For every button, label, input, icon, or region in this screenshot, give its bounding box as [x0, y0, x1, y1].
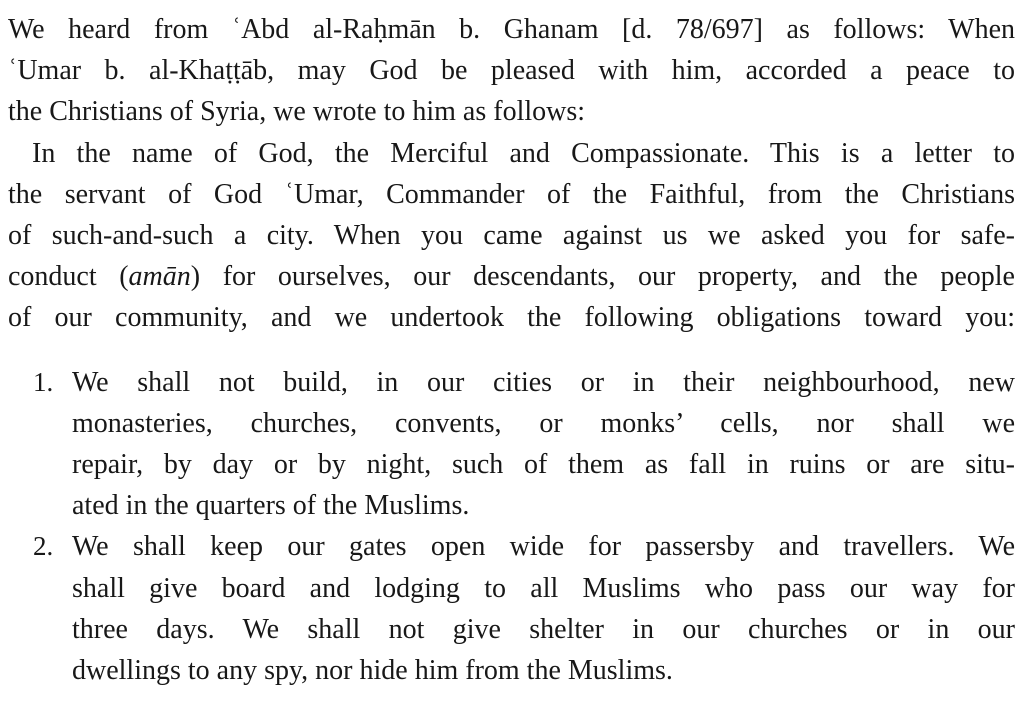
text-line: dwellings to any spy, nor hide him from the Muslims. — [72, 655, 673, 687]
text-line: shall give board and lodging to all Muslims who pass our way for — [72, 572, 1015, 604]
text-line: In the name of God, the Merciful and Compassionate. This is a letter to — [32, 137, 1015, 169]
text-line: repair, by day or by night, such of them as fall in ruins or are situ- — [72, 449, 1015, 481]
arabic-term-aman: amān — [128, 261, 191, 293]
text-segment: conduct ( — [8, 261, 129, 293]
list-item — [8, 526, 1015, 691]
list-item — [8, 362, 1015, 527]
text-line: of our community, and we undertook the following obligations toward you: — [8, 302, 1015, 334]
text-line: We shall keep our gates open wide for passersby and travellers. We — [72, 531, 1015, 563]
list-item-number: 2. — [33, 531, 54, 562]
text-line: We shall not build, in our cities or in their neighbourhood, new — [72, 366, 1015, 398]
list-item-number: 1. — [33, 366, 54, 397]
text-line-with-italic-term — [8, 256, 1015, 297]
narration-paragraph — [8, 9, 1015, 133]
text-line: of such-and-such a city. When you came against us we asked you for safe- — [8, 220, 1015, 252]
text-line: ated in the quarters of the Muslims. — [72, 490, 470, 522]
text-line: We heard from ʿAbd al-Raḥmān b. Ghanam [d. 78/697] as follows: When — [8, 14, 1015, 45]
text-line: three days. We shall not give shelter in our churches or in our — [72, 613, 1015, 645]
text-line: the servant of God ʿUmar, Commander of the Faithful, from the Christians — [8, 178, 1015, 210]
text-line: ʿUmar b. al-Khaṭṭāb, may God be pleased with him, accorded a peace to — [8, 55, 1015, 87]
obligations-list — [8, 362, 1015, 692]
text-segment: ) for ourselves, our descendants, our property, and the people — [190, 261, 1015, 293]
text-line: monasteries, churches, convents, or monks’ cells, nor shall we — [72, 407, 1015, 439]
letter-paragraph — [8, 133, 1015, 339]
text-line: the Christians of Syria, we wrote to him as follows: — [8, 96, 586, 128]
